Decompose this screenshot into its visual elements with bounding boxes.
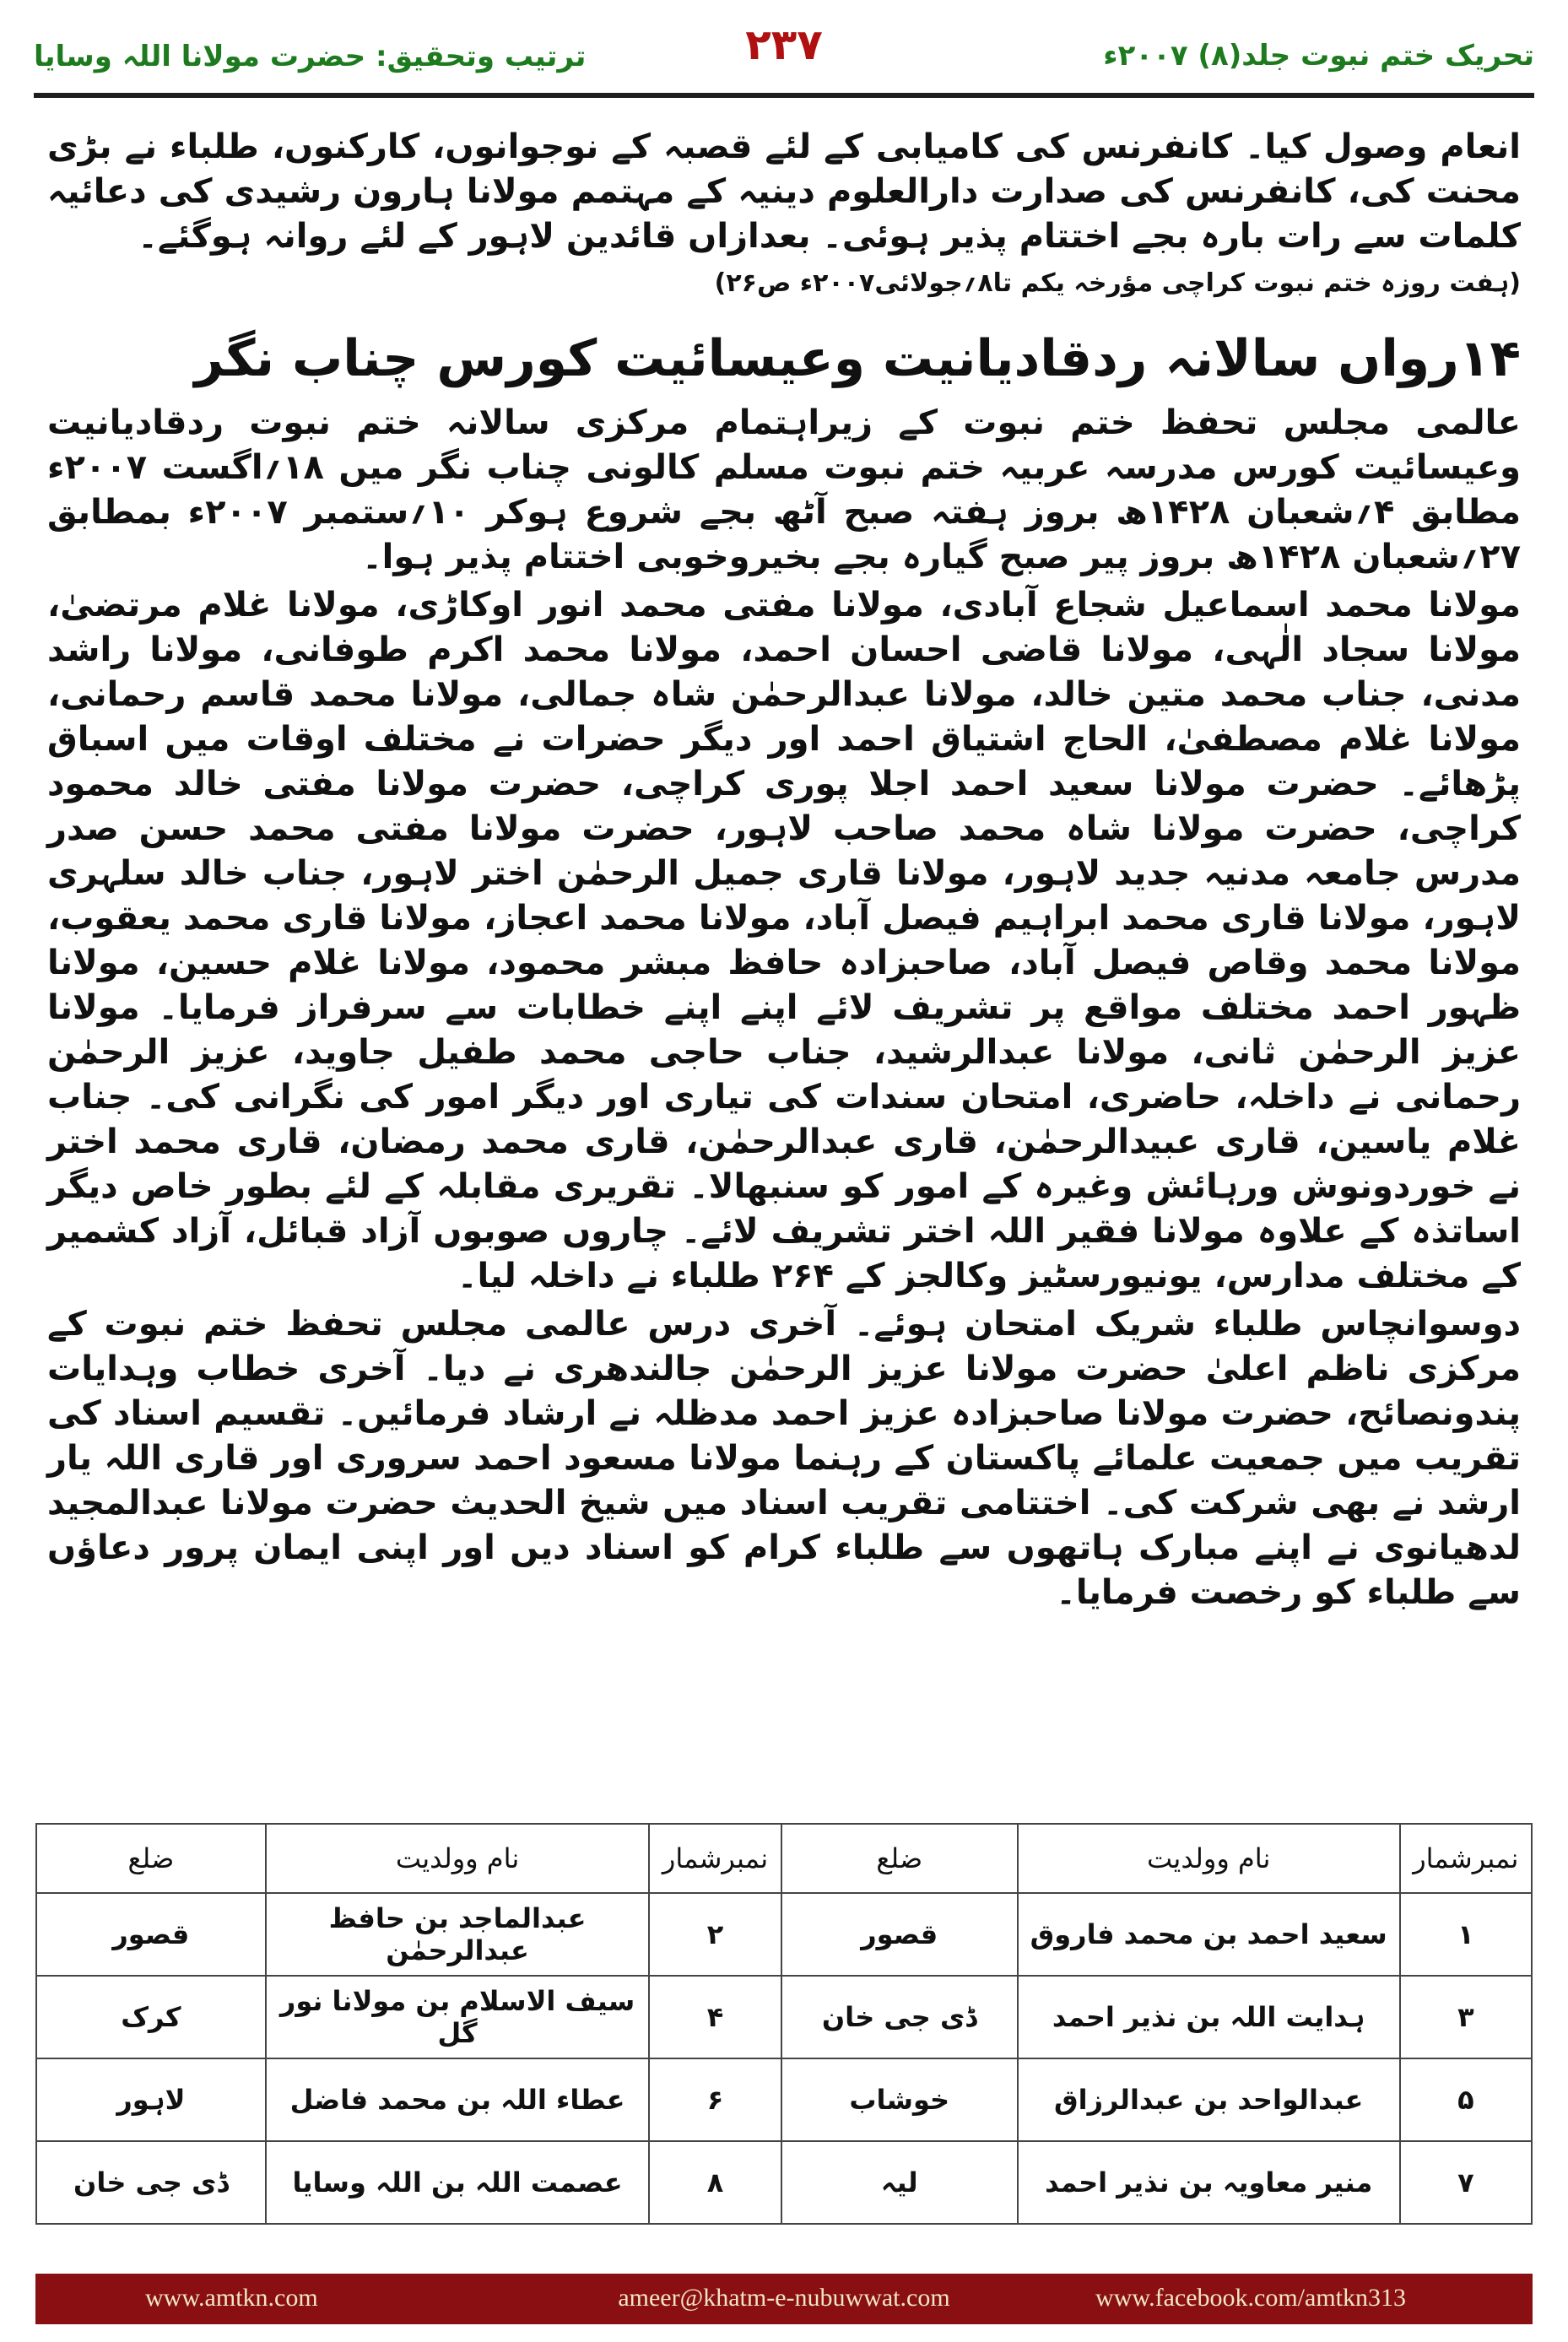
compiler-credit: ترتیب وتحقیق: حضرت مولانا اللہ وسایا <box>34 40 587 73</box>
article-body <box>47 125 1521 1619</box>
cell-name: عبدالواحد بن عبدالرزاق <box>1018 2058 1400 2141</box>
cell-name: ہدایت اللہ بن نذیر احمد <box>1018 1976 1400 2058</box>
col-header-name: نام وولدیت <box>266 1824 650 1893</box>
col-header-district: ضلع <box>36 1824 266 1893</box>
col-header-district: ضلع <box>781 1824 1018 1893</box>
cell-district: خوشاب <box>781 2058 1018 2141</box>
cell-district: قصور <box>36 1893 266 1976</box>
table-header-row <box>36 1824 1532 1893</box>
page-footer <box>35 2274 1533 2324</box>
paragraph-exam: دوسوانچاس طلباء شریک امتحان ہوئے۔ آخری درس عالمی مجلس تحفظ ختم نبوت کے مرکزی ناظم اعلیٰ حضرت مولانا عزیز الرحمٰن جالندھری نے دیا۔ آخری خطاب وہدایات پندونصائح، حضرت مولانا صاحبزادہ عزیز احمد مدظلہ نے ارشاد فرمائیں۔ تقسیم اسناد کی تقریب میں جمعیت علمائے پاکستان کے رہنما مولانا مسعود احمد سروری اور قاری اللہ یار ارشد نے بھی شرکت کی۔ اختتامی تقریب اسناد میں شیخ الحدیث حضرت مولانا عبدالمجید لدھیانوی نے اپنے مبارک ہاتھوں سے طلباء کرام کو اسناد دیں اور اپنی ایمان پرور دعاؤں سے طلباء کو رخصت فرمایا۔ <box>47 1305 1521 1612</box>
col-header-serial: نمبرشمار <box>649 1824 781 1893</box>
paragraph-course-dates: عالمی مجلس تحفظ ختم نبوت کے زیراہتمام مرکزی سالانہ ختم نبوت ردقادیانیت وعیسائیت کورس مدرسہ عربیہ ختم نبوت مسلم کالونی چناب نگر میں ۱۸؍اگست ۲۰۰۷ء مطابق ۴؍شعبان ۱۴۲۸ھ بروز ہفتہ صبح آٹھ بجے شروع ہوکر ۱۰؍ستمبر ۲۰۰۷ء بمطابق ۲۷؍شعبان ۱۴۲۸ھ بروز پیر صبح گیارہ بجے بخیروخوبی اختتام پذیر ہوا۔ <box>47 403 1522 576</box>
website-link[interactable]: www.amtkn.com <box>145 2284 318 2312</box>
cell-name: عبدالماجد بن حافظ عبدالرحمٰن <box>266 1893 650 1976</box>
cell-name: عطاء اللہ بن محمد فاضل <box>266 2058 650 2141</box>
table-row <box>36 2141 1532 2224</box>
page-header <box>34 15 1534 83</box>
cell-name: منیر معاویہ بن نذیر احمد <box>1018 2141 1400 2224</box>
cell-name: سعید احمد بن محمد فاروق <box>1018 1893 1400 1976</box>
cell-serial: ۵ <box>1400 2058 1532 2141</box>
email-link[interactable]: ameer@khatm-e-nubuwwat.com <box>618 2284 950 2312</box>
cell-district: لاہور <box>36 2058 266 2141</box>
cell-district: لیہ <box>781 2141 1018 2224</box>
paragraph-teachers: مولانا محمد اسماعیل شجاع آبادی، مولانا مفتی محمد انور اوکاڑی، مولانا غلام مرتضیٰ، مولانا سجاد الٰہی، مولانا قاضی احسان احمد، مولانا محمد اکرم طوفانی، مولانا راشد مدنی، جناب محمد متین خالد، مولانا عبدالرحمٰن شاہ جمالی، مولانا محمد قاسم رحمانی، مولانا غلام مصطفیٰ، الحاج اشتیاق احمد اور دیگر حضرات نے مختلف اوقات میں اسباق پڑھائے۔ حضرت مولانا سعید احمد اجلا پوری کراچی، حضرت مولانا مفتی خالد محمود کراچی، حضرت مولانا شاہ محمد صاحب لاہور، حضرت مولانا مفتی محمد حسن صدر مدرس جامعہ مدنیہ جدید لاہور، مولانا قاری جمیل الرحمٰن اختر لاہور، جناب خالد سلہری لاہور، مولانا قاری محمد ابراہیم فیصل آباد، مولانا محمد اعجاز، مولانا قاری محمد یعقوب، مولانا محمد وقاص فیصل آباد، صاحبزادہ حافظ مبشر محمود، مولانا غلام حسین، مولانا ظہور احمد مختلف مواقع پر تشریف لائے اپنے اپنے خطابات سے سرفراز فرمایا۔ مولانا عزیز الرحمٰن ثانی، مولانا عبدالرشید، جناب حاجی محمد طفیل جاوید، عزیز الرحمٰن رحمانی نے داخلہ، حاضری، امتحان سندات کی تیاری اور دیگر امور کی نگرانی کی۔ جناب غلام یاسین، قاری عبیدالرحمٰن، قاری عبدالرحمٰن، قاری محمد رمضان، قاری محمد اختر نے خوردونوش ورہائش وغیرہ کے امور کو سنبھالا۔ تقریری مقابلہ کے لئے بطور خاص دیگر اساتذہ کے علاوہ مولانا فقیر اللہ اختر تشریف لائے۔ چاروں صوبوں آزاد قبائل، آزاد کشمیر کے مختلف مدارس، یونیورسٹیز وکالجز کے ۲۶۴ طلباء نے داخلہ لیا۔ <box>47 586 1521 1295</box>
table-row <box>36 1976 1532 2058</box>
cell-district: ڈی جی خان <box>36 2141 266 2224</box>
cell-serial: ۳ <box>1400 1976 1532 2058</box>
intro-paragraph: انعام وصول کیا۔ کانفرنس کی کامیابی کے لئے قصبہ کے نوجوانوں، کارکنوں، طلباء نے بڑی محنت کی، کانفرنس کی صدارت دارالعلوم دینیہ کے مہتمم مولانا ہارون رشیدی کی دعائیہ کلمات سے رات بارہ بجے اختتام پذیر ہوئی۔ بعدازاں قائدین لاہور کے لئے روانہ ہوگئے۔ <box>47 127 1521 256</box>
cell-serial: ۲ <box>649 1893 781 1976</box>
cell-name: سیف الاسلام بن مولانا نور گل <box>266 1976 650 2058</box>
header-divider <box>34 93 1534 98</box>
table-row <box>36 2058 1532 2141</box>
cell-serial: ۴ <box>649 1976 781 2058</box>
facebook-link[interactable]: www.facebook.com/amtkn313 <box>1095 2284 1406 2312</box>
cell-district: ڈی جی خان <box>781 1976 1018 2058</box>
page-number: ۲۳۷ <box>745 20 823 69</box>
cell-district: قصور <box>781 1893 1018 1976</box>
cell-serial: ۱ <box>1400 1893 1532 1976</box>
cell-district: کرک <box>36 1976 266 2058</box>
cell-serial: ۷ <box>1400 2141 1532 2224</box>
table-row <box>36 1893 1532 1976</box>
col-header-serial: نمبرشمار <box>1400 1824 1532 1893</box>
cell-serial: ۶ <box>649 2058 781 2141</box>
source-citation: (ہفت روزہ ختم نبوت کراچی مؤرخہ یکم تا۸؍جولائی۲۰۰۷ء ص۲۶) <box>714 268 1521 298</box>
students-table <box>35 1823 1533 2225</box>
section-heading: ۱۴رواں سالانہ ردقادیانیت وعیسائیت کورس چناب نگر <box>194 329 1521 388</box>
cell-name: عصمت اللہ بن اللہ وسایا <box>266 2141 650 2224</box>
book-title: تحریک ختم نبوت جلد(۸) ۲۰۰۷ء <box>1103 39 1534 73</box>
cell-serial: ۸ <box>649 2141 781 2224</box>
col-header-name: نام وولدیت <box>1018 1824 1400 1893</box>
